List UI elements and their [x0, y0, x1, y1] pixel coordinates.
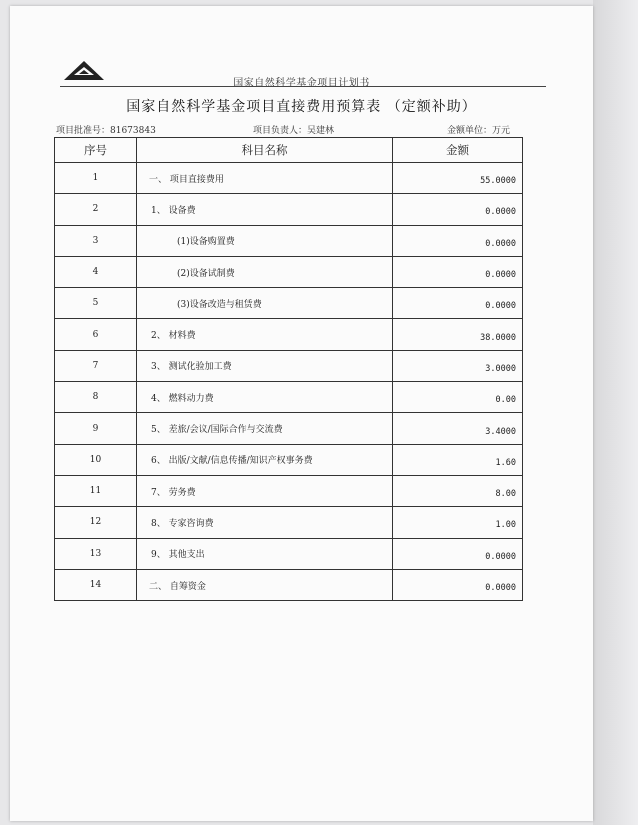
row-item-name: 4、 燃料动力费 [137, 382, 393, 413]
row-amount-value: 3.4000 [485, 426, 516, 437]
column-header-name: 科目名称 [137, 138, 393, 163]
row-item-name: 2、 材料费 [137, 319, 393, 350]
table-row [55, 538, 523, 569]
scan-edge-shadow [593, 0, 638, 825]
row-item-name: 3、 测试化验加工费 [137, 350, 393, 381]
row-amount [393, 507, 523, 538]
row-amount-value: 0.0000 [485, 270, 516, 281]
row-seq: 12 [55, 507, 137, 538]
table-row [55, 444, 523, 475]
table-row [55, 569, 523, 600]
row-amount [393, 382, 523, 413]
table-header-row [55, 138, 523, 163]
row-amount-value: 0.0000 [485, 583, 516, 593]
table-row [55, 225, 523, 256]
document-header: 国家自然科学基金项目计划书 [233, 78, 370, 89]
row-item-name: 二、 自筹资金 [137, 569, 393, 600]
row-amount-value: 8.00 [495, 489, 516, 500]
row-seq: 11 [55, 475, 137, 506]
row-item-name: (1)设备购置费 [137, 225, 393, 256]
principal-investigator: 项目负责人：吴建林 [253, 126, 335, 136]
row-amount [393, 538, 523, 569]
table-row [55, 507, 523, 538]
row-amount [393, 444, 523, 475]
row-amount [393, 413, 523, 444]
column-header-seq: 序号 [55, 138, 137, 163]
row-seq: 6 [55, 319, 137, 350]
row-seq: 7 [55, 350, 137, 381]
row-seq: 3 [55, 225, 137, 256]
row-amount [393, 319, 523, 350]
row-amount [393, 475, 523, 506]
table-row [55, 413, 523, 444]
row-item-name: 8、 专家咨询费 [137, 507, 393, 538]
row-amount-value: 1.00 [495, 520, 516, 531]
row-amount-value: 0.0000 [485, 551, 516, 562]
table-row [55, 350, 523, 381]
row-item-name: 1、 设备费 [137, 194, 393, 225]
row-item-name: 9、 其他支出 [137, 538, 393, 569]
table-row [55, 194, 523, 225]
row-amount [393, 288, 523, 319]
row-item-name: (3)设备改造与租赁费 [137, 288, 393, 319]
row-amount-value: 55.0000 [480, 176, 516, 187]
document-page [10, 6, 593, 821]
row-amount-value: 1.60 [495, 457, 516, 468]
row-seq: 10 [55, 444, 137, 475]
project-number: 项目批准号：81673843 [56, 126, 156, 136]
row-amount-value: 38.0000 [480, 332, 516, 343]
row-item-name: 7、 劳务费 [137, 475, 393, 506]
row-amount [393, 569, 523, 600]
row-amount-value: 0.0000 [485, 301, 516, 312]
row-seq: 4 [55, 256, 137, 287]
row-seq: 2 [55, 194, 137, 225]
row-amount-value: 3.0000 [485, 363, 516, 374]
table-row [55, 319, 523, 350]
page-title: 国家自然科学基金项目直接费用预算表 （定额补助） [126, 99, 477, 115]
row-amount [393, 225, 523, 256]
table-row [55, 382, 523, 413]
row-amount-value: 0.00 [495, 395, 516, 406]
row-item-name: 6、 出版/文献/信息传播/知识产权事务费 [137, 444, 393, 475]
row-amount [393, 256, 523, 287]
row-item-name: (2)设备试制费 [137, 256, 393, 287]
row-item-name: 一、 项目直接费用 [137, 163, 393, 194]
row-seq: 9 [55, 413, 137, 444]
row-amount [393, 350, 523, 381]
row-seq: 8 [55, 382, 137, 413]
table-row [55, 475, 523, 506]
row-seq: 13 [55, 538, 137, 569]
budget-table [54, 137, 523, 601]
header-rule [60, 86, 546, 87]
table-row [55, 163, 523, 194]
row-amount [393, 194, 523, 225]
row-seq: 5 [55, 288, 137, 319]
column-header-amount: 金额 [393, 138, 523, 163]
table-row [55, 256, 523, 287]
row-seq: 1 [55, 163, 137, 194]
row-seq: 14 [55, 569, 137, 600]
row-amount-value: 0.0000 [485, 207, 516, 218]
row-amount [393, 163, 523, 194]
table-row [55, 288, 523, 319]
amount-unit: 金额单位：万元 [447, 126, 511, 136]
row-item-name: 5、 差旅/会议/国际合作与交流费 [137, 413, 393, 444]
row-amount-value: 0.0000 [485, 238, 516, 249]
